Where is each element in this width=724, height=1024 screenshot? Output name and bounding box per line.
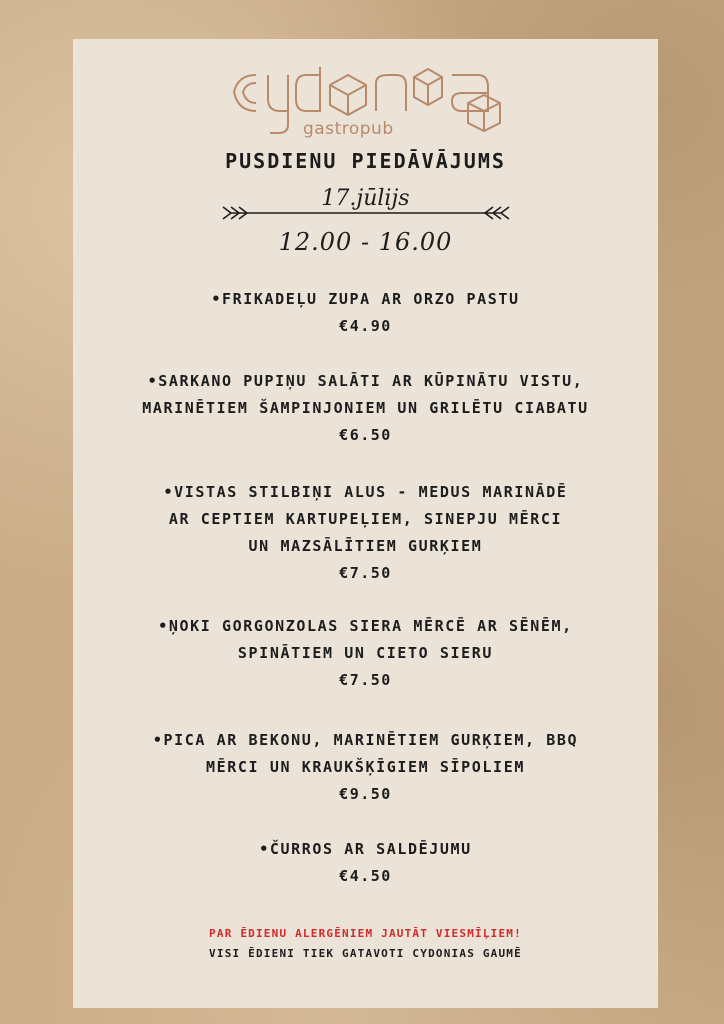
menu-item-line: UN MAZSĀLĪTIEM GURĶIEM	[248, 537, 483, 555]
menu-item-1	[73, 286, 658, 340]
menu-item-line: •ŅOKI GORGONZOLAS SIERA MĒRCĒ AR SĒNĒM,	[158, 617, 573, 635]
menu-item-line: •PICA AR BEKONU, MARINĒTIEM GURĶIEM, BBQ	[152, 731, 579, 749]
menu-item-price: €6.50	[339, 426, 392, 444]
house-note: VISI ĒDIENI TIEK GATAVOTI CYDONIAS GAUMĒ	[209, 947, 522, 960]
menu-date: 17.jūlijs	[321, 186, 410, 211]
menu-item-line: AR CEPTIEM KARTUPEĻIEM, SINEPJU MĒRCI	[168, 510, 563, 528]
menu-item-price: €9.50	[339, 785, 392, 803]
menu-item-price: €7.50	[339, 671, 392, 689]
menu-card	[73, 39, 658, 1008]
menu-footer	[73, 924, 658, 964]
menu-item-3	[73, 479, 658, 587]
menu-item-line: •SARKANO PUPIŅU SALĀTI AR KŪPINĀTU VISTU,	[147, 372, 584, 390]
menu-item-4	[73, 613, 658, 694]
date-row	[73, 186, 658, 226]
page-title: PUSDIENU PIEDĀVĀJUMS	[225, 149, 506, 173]
menu-item-price: €4.90	[339, 317, 392, 335]
menu-item-5	[73, 727, 658, 808]
menu-item-line: •FRIKADEĻU ZUPA AR ORZO PASTU	[211, 290, 520, 308]
menu-item-2	[73, 368, 658, 449]
serving-time: 12.00 - 16.00	[278, 228, 453, 256]
menu-item-line: •VISTAS STILBIŅI ALUS - MEDUS MARINĀDĒ	[163, 483, 568, 501]
brand-subtitle: gastropub	[303, 119, 394, 139]
menu-item-6	[73, 836, 658, 890]
menu-item-line: SPINĀTIEM UN CIETO SIERU	[237, 644, 494, 662]
menu-item-price: €7.50	[339, 564, 392, 582]
menu-item-price: €4.50	[339, 867, 392, 885]
menu-item-line: MARINĒTIEM ŠAMPINJONIEM UN GRILĒTU CIABATU	[142, 399, 589, 417]
menu-item-line: MĒRCI UN KRAUKŠĶĪGIEM SĪPOLIEM	[206, 758, 525, 776]
brand-logo	[73, 47, 658, 147]
menu-item-line: •ČURROS AR SALDĒJUMU	[259, 840, 472, 858]
allergen-note: PAR ĒDIENU ALERGĒNIEM JAUTĀT VIESMĪĻIEM!	[209, 927, 522, 940]
